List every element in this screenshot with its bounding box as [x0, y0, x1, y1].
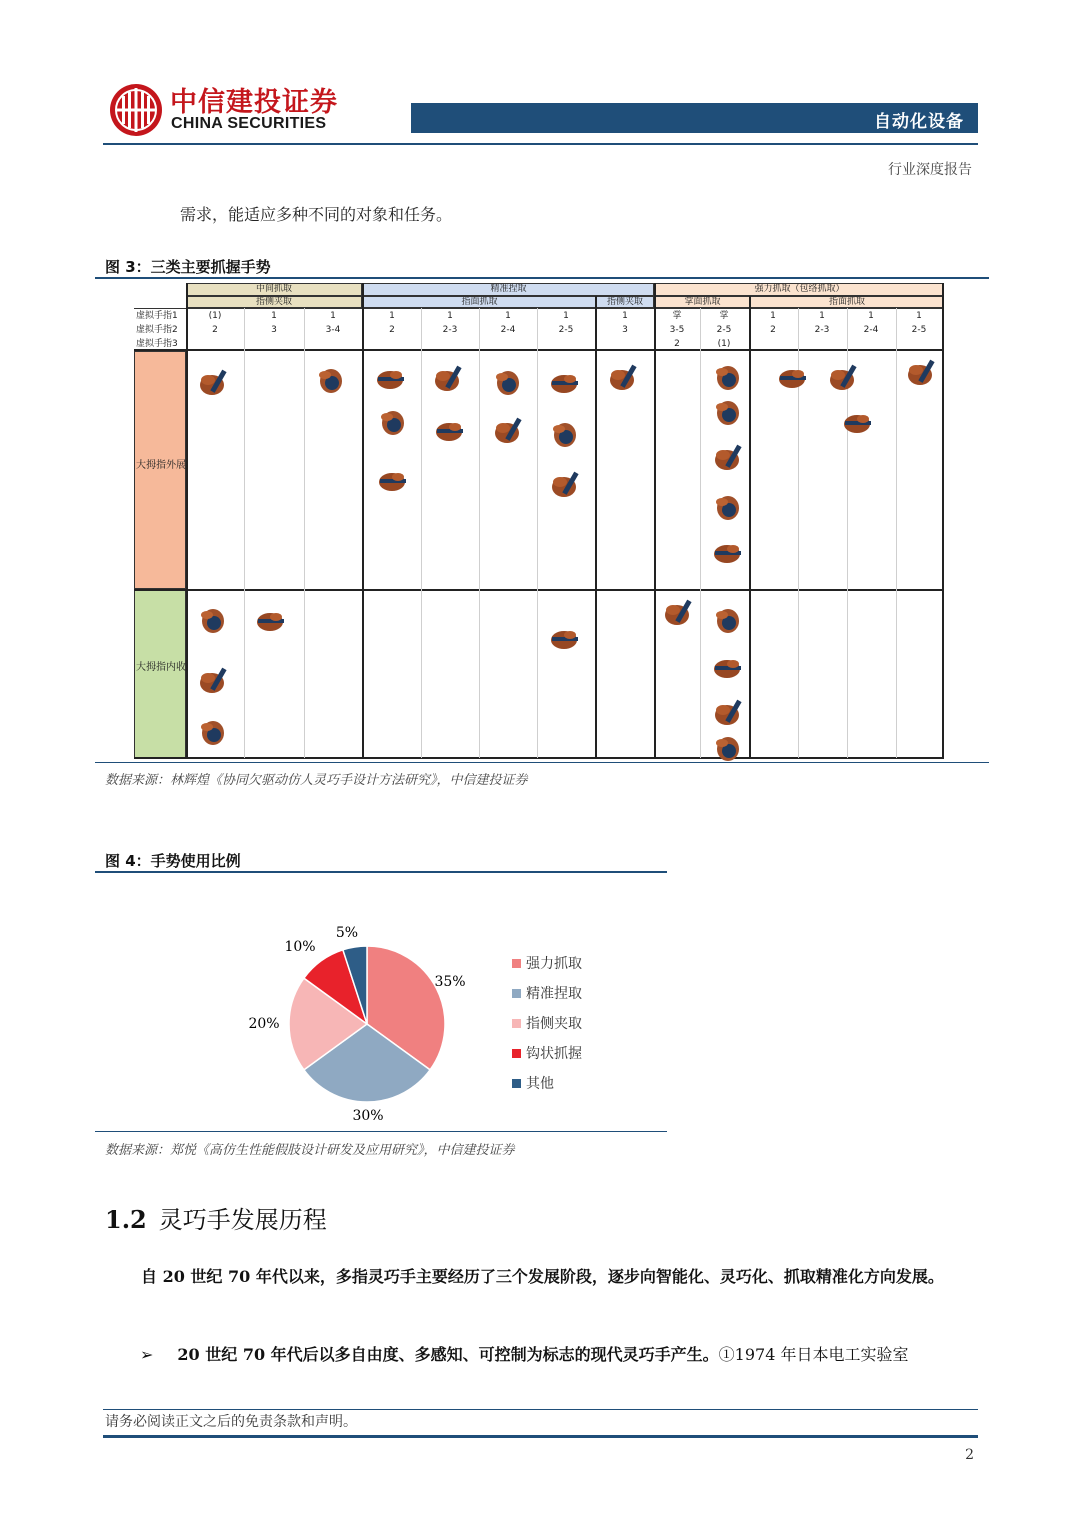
subgroup-header-side: 指侧夹取	[186, 296, 362, 308]
header-divider	[103, 143, 978, 145]
intro-paragraph: 需求，能适应多种不同的对象和任务。	[180, 205, 453, 224]
legend-label: 强力抓取	[526, 956, 582, 972]
disclaimer-note: 请务必阅读正文之后的免责条款和声明。	[105, 1414, 357, 1430]
table-bottom-rule	[134, 757, 944, 759]
brand-name-cn: 中信建投证券	[170, 87, 338, 118]
category-label-adduction: 大拇指内收	[136, 662, 186, 673]
figure4-top-rule	[95, 871, 667, 873]
grasp-hand-icon	[374, 403, 412, 441]
section-heading	[105, 1200, 327, 1235]
row-label-virtual-finger-1: 虚拟手指1	[136, 311, 178, 321]
legend-label: 其他	[526, 1076, 554, 1092]
col-divider	[749, 296, 751, 759]
virtual-finger-value: 1	[447, 311, 453, 321]
row-label-virtual-finger-3: 虚拟手指3	[136, 339, 178, 349]
legend-label: 指侧夹取	[526, 1016, 582, 1032]
grasp-taxonomy-table	[134, 283, 944, 759]
virtual-finger-value: 2-5	[911, 325, 927, 335]
subgroup-header-finger-pad: 指面抓取	[750, 296, 944, 308]
grasp-hand-icon	[489, 363, 527, 401]
bullet-normal-text: ①1974 年日本电工实验室	[718, 1345, 909, 1364]
legend-item	[512, 978, 582, 1008]
grasp-hand-icon	[709, 358, 747, 396]
footer-rule-thick	[103, 1435, 978, 1438]
pie-data-label: 35%	[434, 974, 466, 990]
legend-swatch	[512, 1019, 521, 1028]
brand-name-en: CHINA SECURITIES	[171, 115, 327, 132]
report-type: 行业深度报告	[888, 162, 972, 178]
grasp-hand-icon	[709, 601, 747, 639]
grasp-hand-icon	[839, 403, 877, 441]
grasp-hand-icon	[312, 361, 350, 399]
subgroup-header-lateral: 指侧夹取	[596, 296, 654, 308]
virtual-finger-value: 2-4	[863, 325, 879, 335]
figure3-source: 数据来源：林辉煌《协同欠驱动仿人灵巧手设计方法研究》，中信建投证券	[105, 773, 528, 788]
col-divider	[362, 283, 364, 759]
grasp-hand-icon	[431, 411, 469, 449]
legend-swatch	[512, 959, 521, 968]
legend-swatch	[512, 1079, 521, 1088]
virtual-finger-value: 2	[212, 325, 218, 335]
grasp-hand-icon	[902, 353, 940, 391]
group-header-precision: 精准捏取	[363, 283, 654, 296]
virtual-finger-value: 2	[770, 325, 776, 335]
grasp-hand-icon	[194, 661, 232, 699]
body-paragraph: 自 20 世纪 70 年代以来，多指灵巧手主要经历了三个发展阶段，逐步向智能化、灵巧化、抓取精准化方向发展。	[141, 1267, 944, 1286]
category-adduction	[134, 590, 186, 759]
grasp-hand-icon	[709, 393, 747, 431]
legend-item	[512, 1008, 582, 1038]
grasp-hand-icon	[489, 411, 527, 449]
grasp-hand-icon	[372, 359, 410, 397]
virtual-finger-value: 2-3	[814, 325, 830, 335]
grasp-hand-icon	[194, 601, 232, 639]
virtual-finger-value: (1)	[717, 339, 731, 349]
virtual-finger-value: 1	[868, 311, 874, 321]
col-divider	[244, 308, 245, 758]
col-divider	[654, 283, 656, 759]
figure3-title: 图 3：三类主要抓握手势	[105, 258, 271, 276]
legend-swatch	[512, 1049, 521, 1058]
virtual-finger-value: 3-5	[669, 325, 685, 335]
col-divider	[537, 308, 538, 758]
grasp-hand-icon	[374, 461, 412, 499]
grasp-hand-icon	[546, 415, 584, 453]
grasp-hand-icon	[824, 358, 862, 396]
pie-data-label: 20%	[248, 1016, 280, 1032]
grasp-hand-icon	[709, 648, 747, 686]
gesture-pie-chart	[240, 920, 500, 1130]
grasp-hand-icon	[194, 713, 232, 751]
category-tag: 自动化设备	[874, 112, 964, 132]
grasp-hand-icon	[659, 593, 697, 631]
subgroup-header-palm: 掌面抓取	[655, 296, 750, 308]
grasp-hand-icon	[252, 601, 290, 639]
grasp-hand-icon	[774, 358, 812, 396]
legend-item	[512, 1038, 582, 1068]
category-label-abduction: 大拇指外展	[136, 460, 186, 471]
figure4-title: 图 4：手势使用比例	[105, 852, 241, 870]
header-rule	[134, 308, 944, 309]
virtual-finger-value: 1	[770, 311, 776, 321]
legend-swatch	[512, 989, 521, 998]
grasp-hand-icon	[546, 363, 584, 401]
group-header-intermediate: 中间抓取	[186, 283, 362, 296]
pie-legend	[512, 948, 582, 1098]
col-divider	[942, 283, 944, 759]
virtual-finger-value: (1)	[208, 311, 222, 321]
china-securities-logo	[108, 82, 164, 138]
grasp-hand-icon	[546, 465, 584, 503]
legend-item	[512, 1068, 582, 1098]
grasp-hand-icon	[429, 359, 467, 397]
virtual-finger-value: 掌	[672, 311, 682, 321]
virtual-finger-value: 2	[674, 339, 680, 349]
virtual-finger-value: 3	[271, 325, 277, 335]
pie-data-label: 5%	[335, 925, 359, 941]
values-rule	[134, 349, 944, 351]
virtual-finger-value: 2-3	[442, 325, 458, 335]
col-divider	[304, 308, 305, 758]
pie-data-label: 30%	[352, 1108, 384, 1124]
grasp-hand-icon	[709, 533, 747, 571]
virtual-finger-value: 1	[389, 311, 395, 321]
col-divider	[186, 283, 188, 759]
col-divider	[896, 308, 897, 758]
virtual-finger-value: 掌	[719, 311, 729, 321]
figure3-top-rule	[95, 277, 989, 279]
virtual-finger-value: 1	[916, 311, 922, 321]
page-number: 2	[965, 1447, 974, 1463]
header-category-bar	[411, 103, 978, 133]
bullet-bold-text: 20 世纪 70 年代后以多自由度、多感知、可控制为标志的现代灵巧手产生。	[177, 1345, 719, 1364]
figure4-bottom-rule	[95, 1131, 667, 1132]
col-divider	[595, 296, 597, 759]
col-divider	[700, 308, 701, 758]
col-divider	[421, 308, 422, 758]
grasp-hand-icon	[194, 363, 232, 401]
category-abduction	[134, 351, 186, 589]
virtual-finger-value: 2-5	[716, 325, 732, 335]
virtual-finger-value: 1	[330, 311, 336, 321]
virtual-finger-value: 1	[622, 311, 628, 321]
virtual-finger-value: 3	[622, 325, 628, 335]
virtual-finger-value: 1	[505, 311, 511, 321]
grasp-hand-icon	[546, 619, 584, 657]
virtual-finger-value: 2	[389, 325, 395, 335]
col-divider	[479, 308, 480, 758]
virtual-finger-value: 2-5	[558, 325, 574, 335]
section-title-text: 灵巧手发展历程	[158, 1206, 327, 1234]
virtual-finger-value: 3-4	[325, 325, 341, 335]
section-number: 1.2	[105, 1205, 147, 1234]
virtual-finger-value: 1	[819, 311, 825, 321]
grasp-hand-icon	[604, 358, 642, 396]
grasp-hand-icon	[709, 488, 747, 526]
grasp-hand-icon	[709, 438, 747, 476]
legend-label: 精准捏取	[526, 986, 582, 1002]
figure3-bottom-rule	[95, 762, 989, 763]
pie-data-label: 10%	[284, 939, 316, 955]
figure4-source: 数据来源：郑悦《高仿生性能假肢设计研发及应用研究》，中信建投证券	[105, 1143, 515, 1158]
virtual-finger-value: 2-4	[500, 325, 516, 335]
category-divider	[134, 589, 944, 591]
row-label-virtual-finger-2: 虚拟手指2	[136, 325, 178, 335]
footer-rule	[103, 1409, 978, 1410]
virtual-finger-value: 1	[271, 311, 277, 321]
virtual-finger-value: 1	[563, 311, 569, 321]
bullet-item	[140, 1342, 908, 1365]
subgroup-header-pad: 指面抓取	[363, 296, 596, 308]
group-header-power: 强力抓取（包络抓取）	[655, 283, 944, 296]
legend-label: 钩状抓握	[526, 1046, 582, 1062]
legend-item	[512, 948, 582, 978]
grasp-hand-icon	[709, 693, 747, 731]
bullet-marker: ➢	[140, 1345, 154, 1364]
